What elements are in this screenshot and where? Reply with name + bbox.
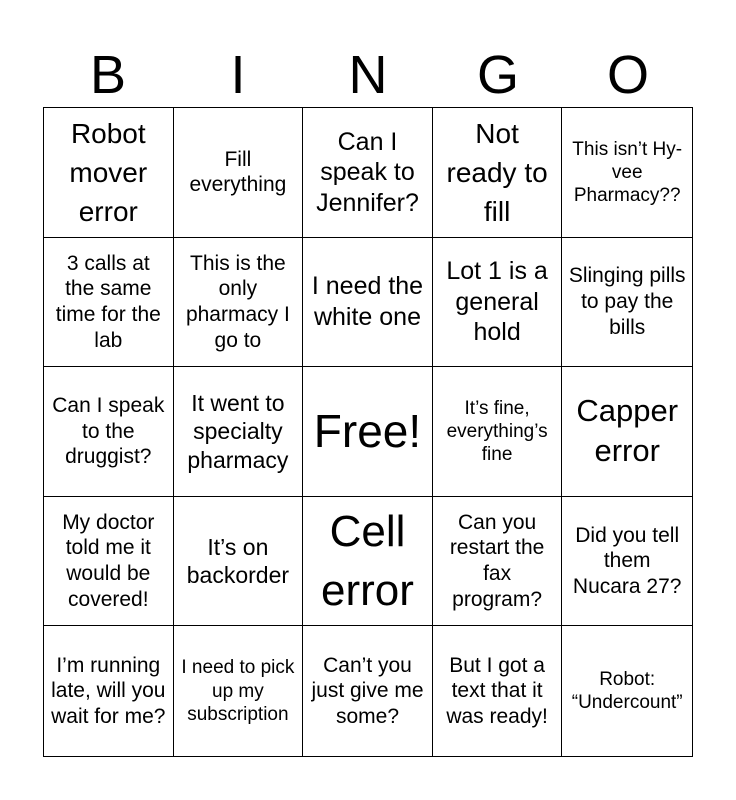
- bingo-cell[interactable]: Capper error: [562, 367, 692, 497]
- bingo-cell[interactable]: Fill everything: [174, 108, 304, 238]
- bingo-board: [43, 107, 693, 757]
- bingo-cell[interactable]: Can I speak to the druggist?: [44, 367, 174, 497]
- header-letter-i: I: [230, 45, 246, 105]
- header-letter-o: O: [606, 45, 649, 105]
- bingo-cell[interactable]: It’s on backorder: [174, 497, 304, 627]
- bingo-cell[interactable]: Can I speak to Jennifer?: [303, 108, 433, 238]
- bingo-cell[interactable]: This isn’t Hy-vee Pharmacy??: [562, 108, 692, 238]
- bingo-cell[interactable]: Slinging pills to pay the bills: [562, 238, 692, 368]
- bingo-cell[interactable]: I’m running late, will you wait for me?: [44, 626, 174, 756]
- header-letter-n: N: [348, 45, 388, 105]
- bingo-cell[interactable]: This is the only pharmacy I go to: [174, 238, 304, 368]
- bingo-cell[interactable]: 3 calls at the same time for the lab: [44, 238, 174, 368]
- bingo-cell[interactable]: Robot: “Undercount”: [571, 669, 683, 714]
- bingo-cell[interactable]: Can you restart the fax program?: [433, 497, 563, 627]
- header-letter-g: G: [476, 45, 519, 105]
- bingo-cell[interactable]: Lot 1 is a general hold: [433, 238, 563, 368]
- bingo-cell[interactable]: It went to specialty pharmacy: [174, 367, 304, 497]
- bingo-cell[interactable]: Did you tell them Nucara 27?: [562, 497, 692, 627]
- bingo-cell[interactable]: Can’t you just give me some?: [303, 626, 433, 756]
- bingo-cell[interactable]: Robot mover error: [44, 108, 174, 238]
- bingo-cell[interactable]: My doctor told me it would be covered!: [44, 497, 174, 627]
- bingo-cell[interactable]: But I got a text that it was ready!: [433, 626, 563, 756]
- bingo-cell[interactable]: Not ready to fill: [433, 108, 563, 238]
- bingo-cell[interactable]: I need to pick up my subscription: [174, 626, 304, 756]
- bingo-cell[interactable]: I need the white one: [303, 238, 433, 368]
- bingo-header: [43, 44, 693, 106]
- header-letter-b: B: [89, 45, 127, 105]
- bingo-cell[interactable]: Cell error: [303, 497, 433, 627]
- bingo-cell[interactable]: It’s fine, everything’s fine: [433, 367, 563, 497]
- free-cell[interactable]: Free!: [303, 367, 433, 497]
